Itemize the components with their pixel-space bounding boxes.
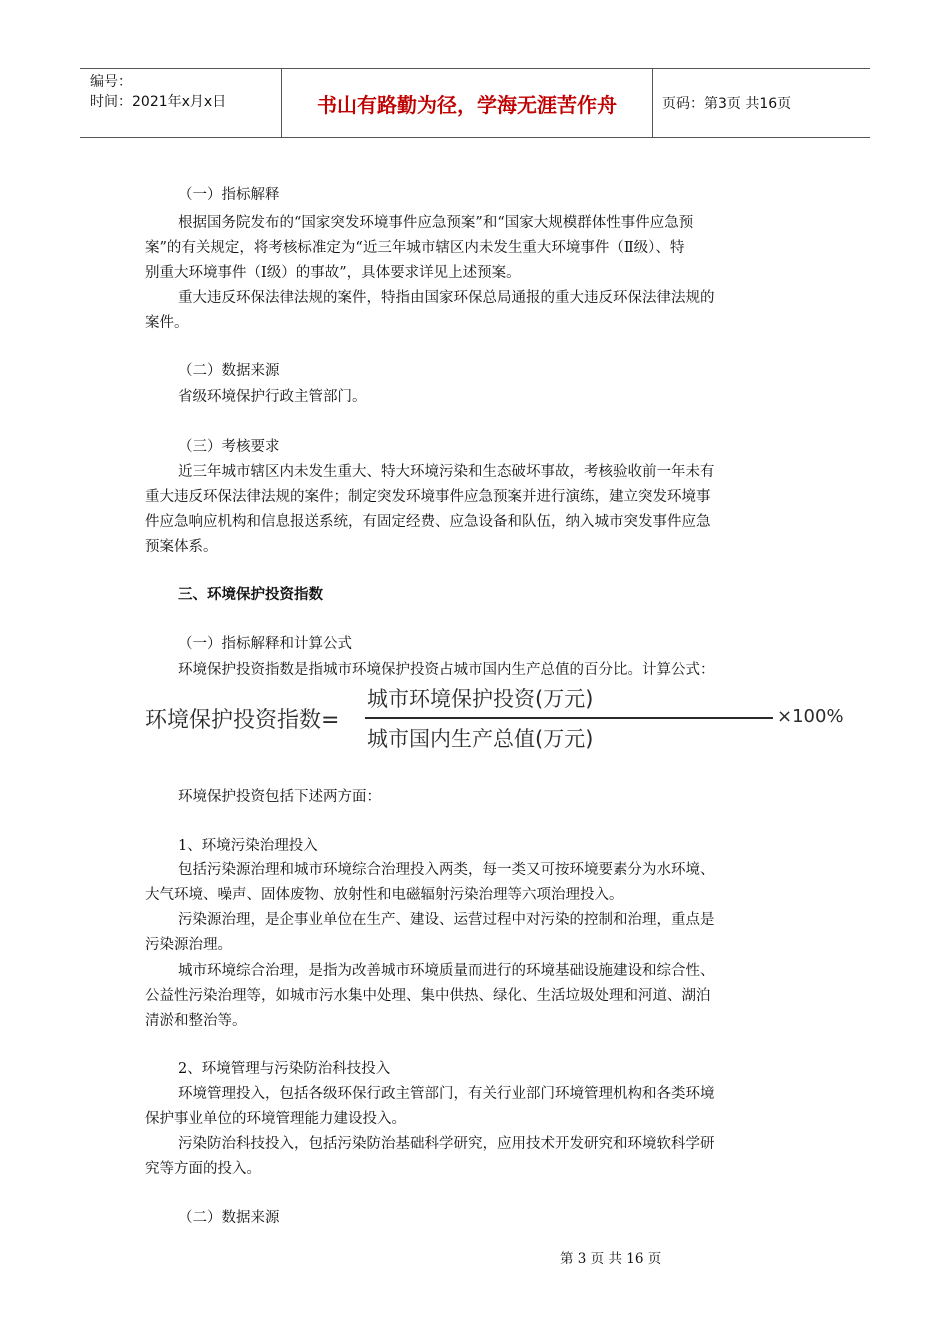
paragraph-line: 环境管理投入，包括各级环保行政主管部门，有关行业部门环境管理机构和各类环境: [178, 1086, 715, 1102]
section-heading: 三、环境保护投资指数: [178, 587, 323, 603]
section-title: （一）指标解释: [178, 187, 280, 203]
subsection-title: 2、环境管理与污染防治科技投入: [178, 1061, 391, 1077]
paragraph-line: 污染防治科技投入，包括污染防治基础科学研究，应用技术开发研究和环境软科学研: [178, 1136, 715, 1152]
formula-multiplier: ×100%: [777, 706, 844, 727]
paragraph-line: 案件。: [145, 315, 189, 331]
paragraph-line: 环境保护投资包括下述两方面：: [178, 789, 381, 805]
paragraph-line: 根据国务院发布的“国家突发环境事件应急预案”和“国家大规模群体性事件应急预: [178, 215, 694, 231]
paragraph-line: 包括污染源治理和城市环境综合治理投入两类，每一类又可按环境要素分为水环境、: [178, 862, 715, 878]
header-meta: [80, 69, 282, 137]
formula-lhs: 环境保护投资指数=: [145, 708, 340, 733]
formula-denominator: 城市国内生产总值(万元): [367, 727, 594, 751]
section-title: （二）数据来源: [178, 1210, 280, 1226]
formula-numerator: 城市环境保护投资(万元): [367, 687, 594, 711]
paragraph-line: 省级环境保护行政主管部门。: [178, 389, 367, 405]
section-title: （三）考核要求: [178, 439, 280, 455]
section-title: （二）数据来源: [178, 363, 280, 379]
header-motto: 书山有路勤为径，学海无涯苦作舟: [282, 69, 653, 137]
section-title: （一）指标解释和计算公式: [178, 636, 352, 652]
document-header: [80, 68, 870, 138]
paragraph-line: 公益性污染治理等，如城市污水集中处理、集中供热、绿化、生活垃圾处理和河道、湖泊: [145, 988, 711, 1004]
paragraph-line: 大气环境、噪声、固体废物、放射性和电磁辐射污染治理等六项治理投入。: [145, 887, 624, 903]
paragraph-line: 环境保护投资指数是指城市环境保护投资占城市国内生产总值的百分比。计算公式：: [178, 662, 715, 678]
paragraph-line: 重大违反环保法律法规的案件；制定突发环境事件应急预案并进行演练，建立突发环境事: [145, 489, 711, 505]
paragraph-line: 近三年城市辖区内未发生重大、特大环境污染和生态破坏事故，考核验收前一年未有: [178, 464, 715, 480]
header-page-info: 页码：第3页 共16页: [662, 96, 792, 112]
paragraph-line: 污染源治理，是企事业单位在生产、建设、运营过程中对污染的控制和治理，重点是: [178, 912, 715, 928]
paragraph-line: 预案体系。: [145, 539, 218, 555]
subsection-title: 1、环境污染治理投入: [178, 838, 318, 854]
document-date-label: 时间：2021年x月x日: [90, 94, 227, 110]
paragraph-line: 清淤和整治等。: [145, 1013, 247, 1029]
page-footer: 第 3 页 共 16 页: [560, 1251, 662, 1267]
paragraph-line: 件应急响应机构和信息报送系统，有固定经费、应急设备和队伍，纳入城市突发事件应急: [145, 514, 711, 530]
formula-fraction-bar: [365, 717, 773, 719]
paragraph-line: 城市环境综合治理，是指为改善城市环境质量而进行的环境基础设施建设和综合性、: [178, 963, 715, 979]
paragraph-line: 别重大环境事件（Ⅰ级）的事故”，具体要求详见上述预案。: [145, 265, 521, 281]
paragraph-line: 究等方面的投入。: [145, 1161, 261, 1177]
formula-image: [145, 683, 844, 753]
paragraph-line: 案”的有关规定，将考核标准定为“近三年城市辖区内未发生重大环境事件（Ⅱ级）、特: [145, 240, 685, 256]
document-number-label: 编号：: [90, 74, 132, 90]
paragraph-line: 污染源治理。: [145, 937, 232, 953]
paragraph-line: 重大违反环保法律法规的案件，特指由国家环保总局通报的重大违反环保法律法规的: [178, 290, 715, 306]
paragraph-line: 保护事业单位的环境管理能力建设投入。: [145, 1111, 406, 1127]
